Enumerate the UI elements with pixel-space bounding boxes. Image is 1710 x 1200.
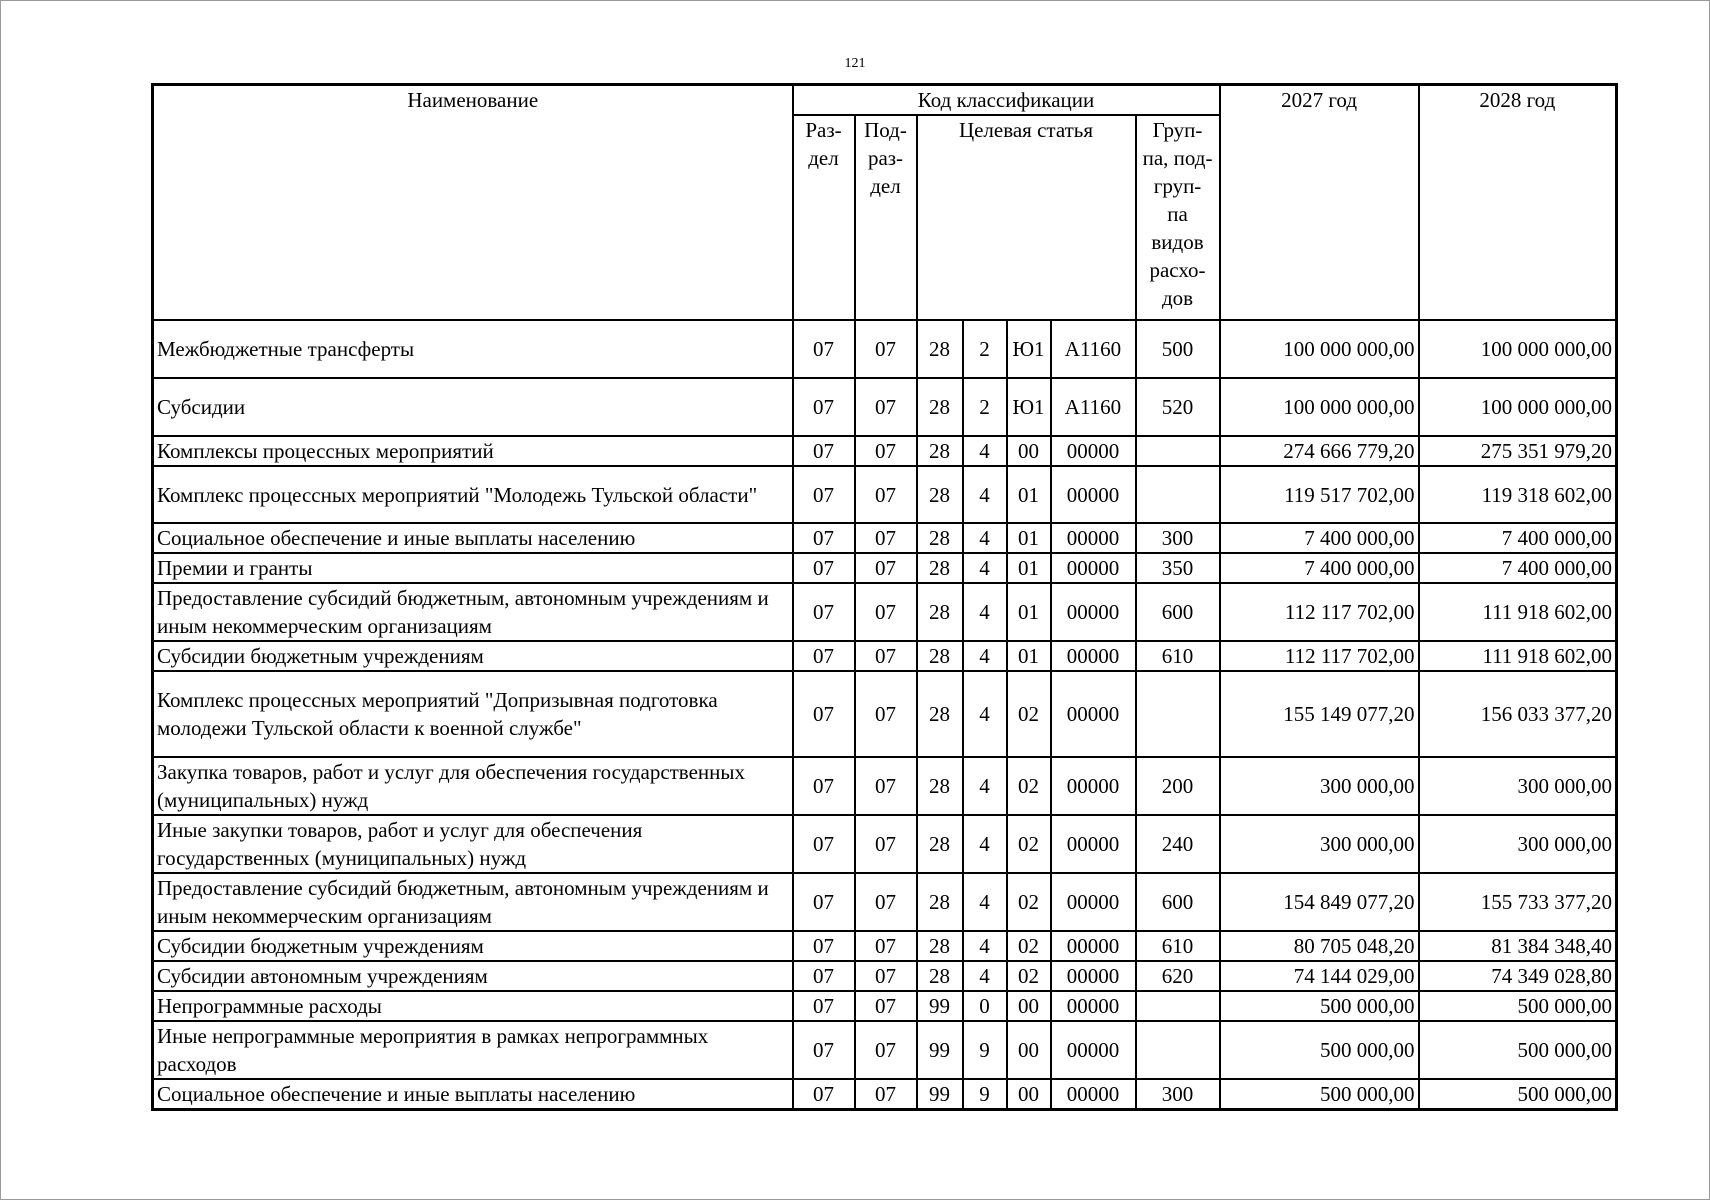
header-code-classification: Код классификации — [793, 85, 1220, 116]
table-row — [153, 553, 1617, 583]
row-subsection: 07 — [855, 1079, 917, 1110]
row-target-program: 28 — [917, 641, 963, 671]
row-target-program: 28 — [917, 815, 963, 873]
row-target-program: 28 — [917, 961, 963, 991]
row-target-direction: 00000 — [1051, 815, 1136, 873]
row-expense-group: 610 — [1136, 641, 1220, 671]
row-amount-2028: 500 000,00 — [1419, 991, 1617, 1021]
header-year-2027: 2027 год — [1220, 85, 1419, 321]
row-subsection: 07 — [855, 961, 917, 991]
row-expense-group — [1136, 671, 1220, 757]
row-amount-2027: 100 000 000,00 — [1220, 378, 1419, 436]
budget-table — [151, 83, 1618, 1111]
row-amount-2027: 500 000,00 — [1220, 991, 1419, 1021]
row-target-direction: 00000 — [1051, 523, 1136, 553]
row-target-type: 9 — [963, 1079, 1007, 1110]
row-target-type: 2 — [963, 320, 1007, 378]
row-amount-2027: 300 000,00 — [1220, 757, 1419, 815]
row-amount-2027: 119 517 702,00 — [1220, 466, 1419, 523]
row-amount-2027: 300 000,00 — [1220, 815, 1419, 873]
row-name: Комплекс процессных мероприятий "Допризывная подготовка молодежи Тульской области к военной службе" — [153, 671, 793, 757]
row-target-complex: Ю1 — [1007, 320, 1051, 378]
table-row — [153, 961, 1617, 991]
row-target-complex: 01 — [1007, 641, 1051, 671]
row-target-type: 4 — [963, 466, 1007, 523]
row-target-type: 4 — [963, 583, 1007, 641]
row-section: 07 — [793, 931, 855, 961]
row-amount-2028: 300 000,00 — [1419, 757, 1617, 815]
row-target-direction: 00000 — [1051, 961, 1136, 991]
row-target-program: 99 — [917, 991, 963, 1021]
row-subsection: 07 — [855, 931, 917, 961]
header-name: Наименование — [153, 85, 793, 321]
row-name: Субсидии бюджетным учреждениям — [153, 641, 793, 671]
row-subsection: 07 — [855, 436, 917, 466]
row-target-type: 4 — [963, 757, 1007, 815]
row-amount-2027: 7 400 000,00 — [1220, 553, 1419, 583]
row-target-direction: 00000 — [1051, 671, 1136, 757]
row-amount-2028: 500 000,00 — [1419, 1079, 1617, 1110]
row-target-direction: 00000 — [1051, 757, 1136, 815]
row-section: 07 — [793, 1021, 855, 1079]
row-amount-2028: 7 400 000,00 — [1419, 553, 1617, 583]
row-amount-2027: 112 117 702,00 — [1220, 641, 1419, 671]
row-expense-group: 620 — [1136, 961, 1220, 991]
row-target-direction: 00000 — [1051, 1021, 1136, 1079]
row-subsection: 07 — [855, 641, 917, 671]
row-target-complex: 02 — [1007, 931, 1051, 961]
row-target-program: 28 — [917, 757, 963, 815]
row-name: Субсидии бюджетным учреждениям — [153, 931, 793, 961]
row-subsection: 07 — [855, 671, 917, 757]
row-expense-group: 200 — [1136, 757, 1220, 815]
row-target-direction: 00000 — [1051, 466, 1136, 523]
row-target-program: 28 — [917, 466, 963, 523]
row-expense-group: 300 — [1136, 1079, 1220, 1110]
row-target-complex: 00 — [1007, 436, 1051, 466]
row-section: 07 — [793, 991, 855, 1021]
row-amount-2028: 111 918 602,00 — [1419, 583, 1617, 641]
row-section: 07 — [793, 523, 855, 553]
row-amount-2028: 7 400 000,00 — [1419, 523, 1617, 553]
row-target-type: 4 — [963, 671, 1007, 757]
table-row — [153, 931, 1617, 961]
row-target-program: 28 — [917, 436, 963, 466]
row-amount-2028: 119 318 602,00 — [1419, 466, 1617, 523]
row-target-complex: 01 — [1007, 523, 1051, 553]
table-body — [153, 320, 1617, 1110]
row-amount-2028: 300 000,00 — [1419, 815, 1617, 873]
row-subsection: 07 — [855, 553, 917, 583]
row-section: 07 — [793, 583, 855, 641]
row-target-type: 2 — [963, 378, 1007, 436]
row-expense-group — [1136, 466, 1220, 523]
row-target-program: 99 — [917, 1079, 963, 1110]
table-row — [153, 873, 1617, 931]
row-amount-2028: 500 000,00 — [1419, 1021, 1617, 1079]
row-name: Непрограммные расходы — [153, 991, 793, 1021]
row-name: Комплекс процессных мероприятий "Молодежь Тульской области" — [153, 466, 793, 523]
row-name: Субсидии автономным учреждениям — [153, 961, 793, 991]
row-amount-2027: 7 400 000,00 — [1220, 523, 1419, 553]
row-section: 07 — [793, 757, 855, 815]
row-section: 07 — [793, 320, 855, 378]
row-expense-group: 610 — [1136, 931, 1220, 961]
row-expense-group: 240 — [1136, 815, 1220, 873]
table-row — [153, 523, 1617, 553]
row-name: Комплексы процессных мероприятий — [153, 436, 793, 466]
row-section: 07 — [793, 436, 855, 466]
row-target-direction: 00000 — [1051, 1079, 1136, 1110]
table-row — [153, 378, 1617, 436]
table-row — [153, 815, 1617, 873]
row-name: Субсидии — [153, 378, 793, 436]
row-subsection: 07 — [855, 757, 917, 815]
row-expense-group: 600 — [1136, 873, 1220, 931]
header-expense-group: Груп- па, под- груп- па видов расхо- дов — [1136, 115, 1220, 320]
row-name: Премии и гранты — [153, 553, 793, 583]
row-subsection: 07 — [855, 378, 917, 436]
table-row — [153, 466, 1617, 523]
row-target-complex: 02 — [1007, 671, 1051, 757]
row-section: 07 — [793, 961, 855, 991]
row-amount-2028: 275 351 979,20 — [1419, 436, 1617, 466]
row-target-type: 4 — [963, 641, 1007, 671]
row-target-complex: 01 — [1007, 583, 1051, 641]
row-section: 07 — [793, 873, 855, 931]
row-section: 07 — [793, 553, 855, 583]
row-target-complex: 02 — [1007, 961, 1051, 991]
row-target-program: 99 — [917, 1021, 963, 1079]
row-target-direction: 00000 — [1051, 641, 1136, 671]
row-amount-2027: 155 149 077,20 — [1220, 671, 1419, 757]
row-target-direction: А1160 — [1051, 320, 1136, 378]
row-amount-2028: 100 000 000,00 — [1419, 378, 1617, 436]
row-amount-2027: 500 000,00 — [1220, 1021, 1419, 1079]
row-target-complex: 02 — [1007, 815, 1051, 873]
row-amount-2028: 155 733 377,20 — [1419, 873, 1617, 931]
row-target-type: 4 — [963, 523, 1007, 553]
row-target-direction: 00000 — [1051, 873, 1136, 931]
row-subsection: 07 — [855, 1021, 917, 1079]
row-target-direction: 00000 — [1051, 991, 1136, 1021]
row-amount-2027: 274 666 779,20 — [1220, 436, 1419, 466]
header-year-2028: 2028 год — [1419, 85, 1617, 321]
row-amount-2027: 74 144 029,00 — [1220, 961, 1419, 991]
row-subsection: 07 — [855, 583, 917, 641]
row-amount-2027: 154 849 077,20 — [1220, 873, 1419, 931]
row-name: Иные непрограммные мероприятия в рамках непрограммных расходов — [153, 1021, 793, 1079]
row-target-type: 4 — [963, 961, 1007, 991]
row-amount-2027: 500 000,00 — [1220, 1079, 1419, 1110]
row-section: 07 — [793, 641, 855, 671]
row-target-direction: 00000 — [1051, 553, 1136, 583]
row-amount-2028: 156 033 377,20 — [1419, 671, 1617, 757]
row-target-program: 28 — [917, 873, 963, 931]
row-target-program: 28 — [917, 523, 963, 553]
row-subsection: 07 — [855, 815, 917, 873]
row-target-type: 9 — [963, 1021, 1007, 1079]
row-expense-group — [1136, 1021, 1220, 1079]
row-subsection: 07 — [855, 873, 917, 931]
row-amount-2028: 74 349 028,80 — [1419, 961, 1617, 991]
row-target-program: 28 — [917, 583, 963, 641]
table-header — [153, 85, 1617, 321]
header-target-article: Целевая статья — [917, 115, 1136, 320]
row-expense-group: 600 — [1136, 583, 1220, 641]
table-row — [153, 1079, 1617, 1110]
row-target-type: 4 — [963, 931, 1007, 961]
row-name: Закупка товаров, работ и услуг для обеспечения государственных (муниципальных) нужд — [153, 757, 793, 815]
row-expense-group: 350 — [1136, 553, 1220, 583]
row-target-type: 0 — [963, 991, 1007, 1021]
row-expense-group — [1136, 991, 1220, 1021]
row-subsection: 07 — [855, 523, 917, 553]
row-target-direction: 00000 — [1051, 436, 1136, 466]
row-expense-group: 520 — [1136, 378, 1220, 436]
row-target-program: 28 — [917, 931, 963, 961]
row-target-program: 28 — [917, 378, 963, 436]
table-row — [153, 757, 1617, 815]
table-row — [153, 671, 1617, 757]
row-amount-2027: 80 705 048,20 — [1220, 931, 1419, 961]
row-target-complex: 01 — [1007, 553, 1051, 583]
row-amount-2027: 112 117 702,00 — [1220, 583, 1419, 641]
page-number: 121 — [844, 56, 866, 71]
row-target-complex: 00 — [1007, 991, 1051, 1021]
table-row — [153, 1021, 1617, 1079]
row-name: Социальное обеспечение и иные выплаты населению — [153, 523, 793, 553]
header-section: Раз- дел — [793, 115, 855, 320]
row-subsection: 07 — [855, 991, 917, 1021]
row-name: Иные закупки товаров, работ и услуг для обеспечения государственных (муниципальных) нужд — [153, 815, 793, 873]
table-row — [153, 991, 1617, 1021]
table-row — [153, 320, 1617, 378]
row-target-type: 4 — [963, 436, 1007, 466]
row-target-direction: 00000 — [1051, 583, 1136, 641]
row-expense-group: 500 — [1136, 320, 1220, 378]
row-target-complex: 00 — [1007, 1079, 1051, 1110]
row-name: Социальное обеспечение и иные выплаты населению — [153, 1079, 793, 1110]
row-target-complex: 02 — [1007, 757, 1051, 815]
row-target-complex: Ю1 — [1007, 378, 1051, 436]
row-expense-group: 300 — [1136, 523, 1220, 553]
row-expense-group — [1136, 436, 1220, 466]
row-target-direction: 00000 — [1051, 931, 1136, 961]
row-name: Предоставление субсидий бюджетным, автономным учреждениям и иным некоммерческим организациям — [153, 873, 793, 931]
row-target-direction: А1160 — [1051, 378, 1136, 436]
row-target-complex: 02 — [1007, 873, 1051, 931]
row-amount-2028: 111 918 602,00 — [1419, 641, 1617, 671]
row-target-type: 4 — [963, 553, 1007, 583]
row-target-type: 4 — [963, 815, 1007, 873]
row-target-type: 4 — [963, 873, 1007, 931]
row-target-program: 28 — [917, 671, 963, 757]
table-row — [153, 436, 1617, 466]
row-target-complex: 00 — [1007, 1021, 1051, 1079]
row-section: 07 — [793, 466, 855, 523]
row-section: 07 — [793, 1079, 855, 1110]
row-section: 07 — [793, 671, 855, 757]
header-subsection: Под- раз- дел — [855, 115, 917, 320]
row-section: 07 — [793, 815, 855, 873]
table-row — [153, 583, 1617, 641]
row-name: Предоставление субсидий бюджетным, автономным учреждениям и иным некоммерческим организациям — [153, 583, 793, 641]
table-row — [153, 641, 1617, 671]
row-amount-2028: 100 000 000,00 — [1419, 320, 1617, 378]
row-subsection: 07 — [855, 320, 917, 378]
row-target-complex: 01 — [1007, 466, 1051, 523]
row-target-program: 28 — [917, 320, 963, 378]
row-section: 07 — [793, 378, 855, 436]
row-amount-2028: 81 384 348,40 — [1419, 931, 1617, 961]
row-subsection: 07 — [855, 466, 917, 523]
row-amount-2027: 100 000 000,00 — [1220, 320, 1419, 378]
row-target-program: 28 — [917, 553, 963, 583]
row-name: Межбюджетные трансферты — [153, 320, 793, 378]
